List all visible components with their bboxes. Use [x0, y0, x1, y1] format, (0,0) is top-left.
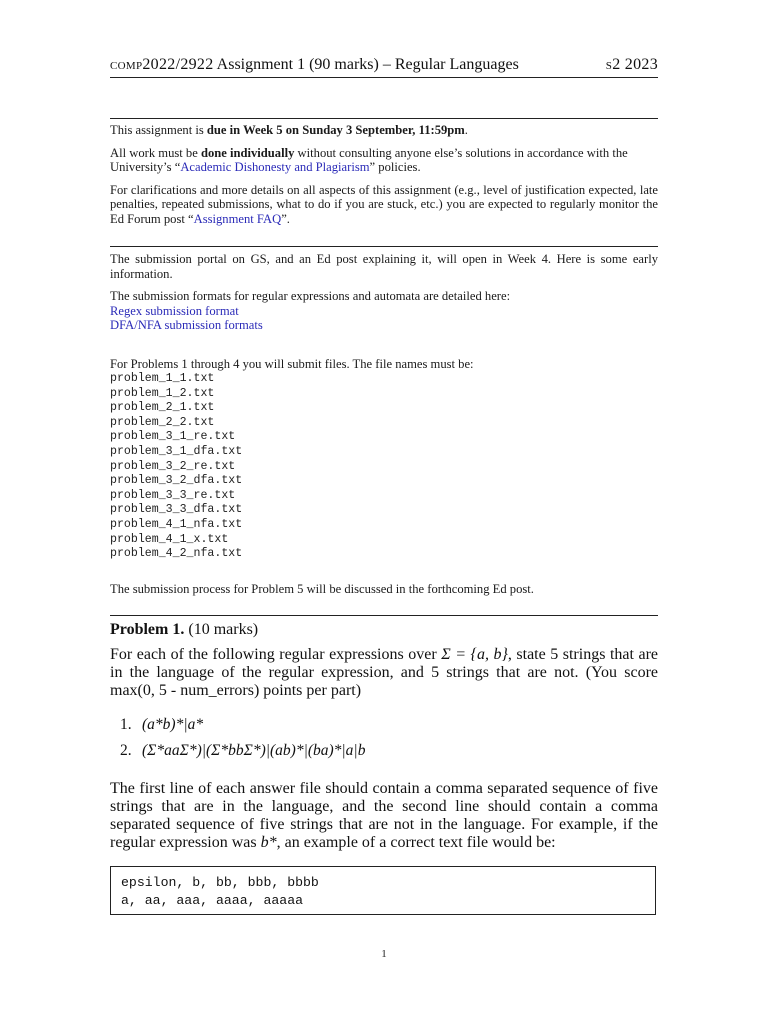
regex-item: [120, 716, 203, 734]
example-regex: b*: [260, 834, 277, 851]
file-name: problem_4_2_nfa.txt: [110, 547, 243, 561]
dfa-nfa-format-link[interactable]: DFA/NFA submission formats: [110, 318, 263, 333]
dfa-nfa-format-line: [110, 318, 658, 333]
individual-prefix: All work must be: [110, 145, 201, 160]
answer-prefix: The first line of each answer file should contain a comma separated sequence of five strings that are in the language, and the second line should contain a comma separated sequence of five strings that are not in the language. For example, if the regular expression was: [110, 780, 658, 851]
clarify-prefix: For clarifications and more details on all aspects of this assignment (e.g., level of justification expected, late penalties, repeated submissions, what to do if you are stuck, etc.) you are expected to regularly monitor the Ed Forum post “: [110, 182, 658, 226]
due-suffix: .: [464, 123, 468, 137]
header-title: Assignment 1 (90 marks) – Regular Languages: [216, 56, 519, 73]
divider: [110, 118, 658, 119]
item-number: 1.: [120, 716, 132, 733]
desc-prefix: For each of the following regular expressions over: [110, 646, 442, 663]
file-name: problem_3_3_re.txt: [110, 488, 236, 502]
regex-expression: (a*b)*|a*: [142, 716, 204, 733]
due-prefix: This assignment is: [110, 123, 207, 137]
individual-mid: without consulting anyone else’s solutions in accordance with the University’s “: [110, 145, 628, 175]
portal-paragraph: The submission portal on GS, and an Ed post explaining it, will open in Week 4. Here is some early information.: [110, 252, 658, 281]
assignment-faq-link[interactable]: Assignment FAQ: [193, 211, 282, 226]
desc-suffix: , state 5 strings that are in the language of the regular expression, and 5 strings that are not. (You score max(0, 5 - num_errors) points per part): [110, 646, 659, 699]
files-intro: For Problems 1 through 4 you will submit files. The file names must be:: [110, 357, 474, 371]
problem1-marks: (10 marks): [188, 621, 259, 638]
problem1-heading: [110, 621, 658, 639]
example-answer-box: [110, 866, 656, 915]
due-date: due in Week 5 on Sunday 3 September, 11:59pm: [206, 123, 465, 137]
page-number: 1: [381, 948, 387, 960]
file-list: [110, 372, 658, 562]
submission-section: [110, 252, 658, 333]
problem1-title: Problem 1.: [110, 621, 185, 638]
intro-section: [110, 123, 658, 227]
academic-dishonesty-link[interactable]: Academic Dishonesty and Plagiarism: [180, 160, 370, 175]
example-line-in-language: epsilon, b, bb, bbb, bbbb: [121, 875, 319, 890]
header-term: s2 2023: [605, 56, 658, 73]
alphabet-math: Σ = {a, b}: [441, 646, 508, 663]
answer-suffix: , an example of a correct text file would be:: [276, 834, 556, 851]
file-name: problem_1_1.txt: [110, 372, 215, 385]
file-name: problem_3_2_re.txt: [110, 459, 236, 473]
individual-suffix: ” policies.: [369, 160, 421, 175]
file-name: problem_3_1_re.txt: [110, 430, 236, 444]
running-header: [110, 56, 658, 78]
header-left: [110, 56, 519, 74]
file-name: problem_3_1_dfa.txt: [110, 444, 243, 458]
example-line-not-in-language: a, aa, aaa, aaaa, aaaaa: [121, 893, 304, 908]
individual-bold: done individually: [200, 145, 295, 160]
file-name: problem_2_1.txt: [110, 401, 215, 415]
file-name: problem_2_2.txt: [110, 415, 215, 429]
due-paragraph: [110, 123, 658, 138]
regex-expression: (Σ*aaΣ*)|(Σ*bbΣ*)|(ab)*|(ba)*|a|b: [142, 742, 366, 759]
regex-item: [120, 742, 365, 760]
clarify-suffix: ”.: [281, 211, 290, 226]
divider: [110, 246, 658, 247]
course-code: comp2022/2922: [110, 56, 214, 73]
individual-paragraph: [110, 146, 658, 175]
divider: [110, 615, 658, 616]
regex-format-link[interactable]: Regex submission format: [110, 303, 239, 318]
answer-format-paragraph: [110, 780, 658, 852]
problem1-description: [110, 646, 658, 700]
file-name: problem_1_2.txt: [110, 386, 215, 400]
file-name: problem_4_1_x.txt: [110, 532, 229, 546]
problem5-note: The submission process for Problem 5 will be discussed in the forthcoming Ed post.: [110, 582, 534, 596]
regex-format-line: [110, 304, 658, 319]
item-number: 2.: [120, 742, 132, 759]
formats-paragraph: The submission formats for regular expressions and automata are detailed here:: [110, 289, 511, 304]
file-name: problem_4_1_nfa.txt: [110, 517, 243, 531]
clarify-paragraph: [110, 183, 658, 227]
file-name: problem_3_3_dfa.txt: [110, 503, 243, 517]
file-name: problem_3_2_dfa.txt: [110, 474, 243, 488]
